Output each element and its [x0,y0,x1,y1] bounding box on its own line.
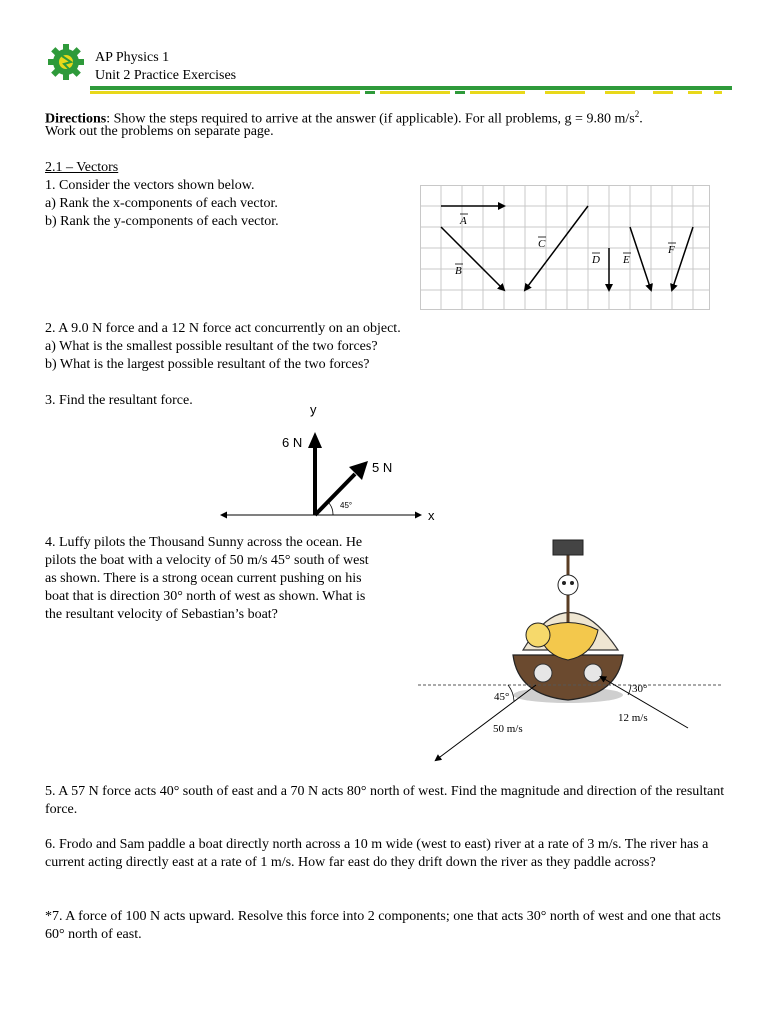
ship-velocity-diagram [418,535,728,765]
q2-part-a: a) What is the smallest possible resultant of the two forces? [45,339,378,354]
directions-line2: Work out the problems on separate page. [45,124,274,139]
section-title: 2.1 – Vectors [45,160,119,175]
angle-45-label: 45° [494,691,510,703]
angle-30-label: 30° [632,683,648,695]
velocity-50-label: 50 m/s [493,723,523,735]
q4-line4: boat that is direction 30° north of west as shown. What is [45,589,366,604]
vector-d-label: D [592,254,600,266]
q4-line3: as shown. There is a strong ocean current pushing on his [45,571,362,586]
velocity-12-label: 12 m/s [618,712,648,724]
gear-logo-icon [46,42,86,82]
q4-line5: the resultant velocity of Sebastian’s boat? [45,607,278,622]
force-5n-label: 5 N [372,460,393,475]
q4-line2: pilots the boat with a velocity of 50 m/s 45° south of west [45,553,369,568]
course-title: AP Physics 1 [95,50,170,65]
unit-title: Unit 2 Practice Exercises [95,68,237,83]
vector-e-label: E [623,254,630,266]
q3-prompt: 3. Find the resultant force. [45,393,193,408]
vector-grid-diagram [420,185,710,310]
q4-line1: 4. Luffy pilots the Thousand Sunny across the ocean. He [45,535,363,550]
q2-part-b: b) What is the largest possible resultant of the two forces? [45,357,370,372]
q1-prompt: 1. Consider the vectors shown below. [45,178,255,193]
vector-b-label: B [455,265,462,277]
force-diagram [210,398,460,528]
directions-label: Directions [45,111,107,127]
header-stripe [90,86,732,96]
ship-illustration [513,540,623,703]
y-axis-label: y [310,402,317,417]
vector-f-arrow [672,227,693,290]
vector-b-arrow [441,227,504,290]
directions-line1: Directions: Show the steps required to arrive at the answer (if applicable). For all problems, g = 9.80 $m/s^2$. [45,109,643,127]
q1-part-a: a) Rank the x-components of each vector. [45,196,278,211]
q2-prompt: 2. A 9.0 N force and a 12 N force act concurrently on an object. [45,321,401,336]
vector-f-label: F [668,244,675,256]
x-axis-label: x [428,508,435,523]
angle-label: 45° [340,501,353,510]
vector-e-arrow [630,227,651,290]
q7-prompt: *7. A force of 100 N acts upward. Resolve this force into 2 components; one that acts 30° north of west and one that acts 60° north of east. [45,909,721,942]
vector-a-label: A [460,215,467,227]
q1-part-b: b) Rank the y-components of each vector. [45,214,279,229]
vector-c-label: C [538,238,546,250]
q6-prompt: 6. Frodo and Sam paddle a boat directly north across a 10 m wide (west to east) river at a rate of 3 m/s. The river has a current acting directly east at a rate of 1 m/s. How far east do they drift down the river as they paddle across? [45,837,709,870]
force-6n-label: 6 N [282,435,303,450]
q5-prompt: 5. A 57 N force acts 40° south of east and a 70 N acts 80° north of west. Find the magnitude and direction of the resultant force. [45,784,725,817]
